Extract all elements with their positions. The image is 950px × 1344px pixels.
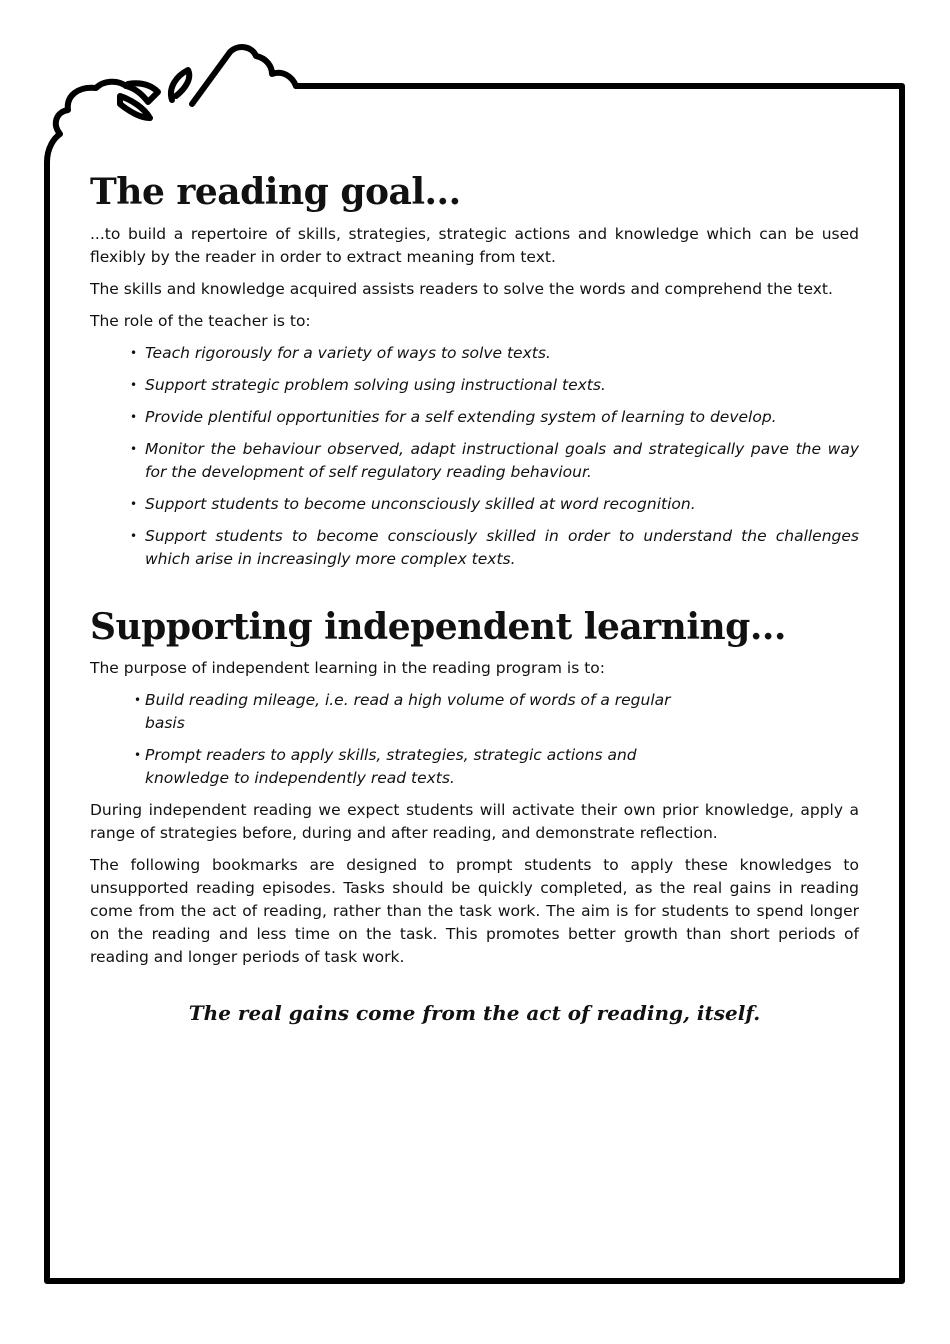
cloud-bird-frame-icon [120, 47, 296, 118]
skills-paragraph: The skills and knowledge acquired assists readers to solve the words and comprehend the text. [90, 280, 833, 299]
list-item: • Prompt readers to apply skills, strategies, strategic actions and knowledge to independently read texts. [134, 744, 714, 790]
during-reading-paragraph: During independent reading we expect students will activate their own prior knowledge, apply a range of strategies before, during and after reading, and demonstrate reflection. [90, 800, 859, 842]
list-item: • Monitor the behaviour observed, adapt instructional goals and strategically pave the way for the development of self regulatory reading behaviour. [130, 438, 859, 484]
teacher-role-intro: The role of the teacher is to: [90, 312, 311, 331]
independent-learning-heading: Supporting independent learning... [90, 606, 786, 649]
list-item: • Support strategic problem solving using instructional texts. [130, 374, 859, 397]
teacher-role-list [130, 342, 859, 571]
list-item: • Teach rigorously for a variety of ways to solve texts. [130, 342, 859, 365]
tagline: The real gains come from the act of reading, itself. [188, 1000, 761, 1025]
reading-goal-intro: ...to build a repertoire of skills, strategies, strategic actions and knowledge which can be used flexibly by the reader in order to extract meaning from text. [90, 225, 859, 267]
list-item: • Support students to become consciously skilled in order to understand the challenges which arise in increasingly more complex texts. [130, 525, 859, 571]
list-item: • Provide plentiful opportunities for a self extending system of learning to develop. [130, 406, 859, 429]
purpose-intro: The purpose of independent learning in the reading program is to: [90, 658, 605, 677]
list-item: • Support students to become unconsciously skilled at word recognition. [130, 493, 859, 516]
list-item: • Build reading mileage, i.e. read a high volume of words of a regular basis [134, 689, 714, 735]
reading-goal-heading: The reading goal... [90, 171, 461, 213]
purpose-list [134, 689, 714, 790]
page-content [90, 172, 859, 1025]
bookmarks-paragraph: The following bookmarks are designed to prompt students to apply these knowledges to unsupported reading episodes. Tasks should be quickly completed, as the real gains in reading come from the act of reading, rather than the task work. The aim is for students to spend longer on the reading and less time on the task. This promotes better growth than short periods of reading and longer periods of task work. [90, 855, 859, 966]
